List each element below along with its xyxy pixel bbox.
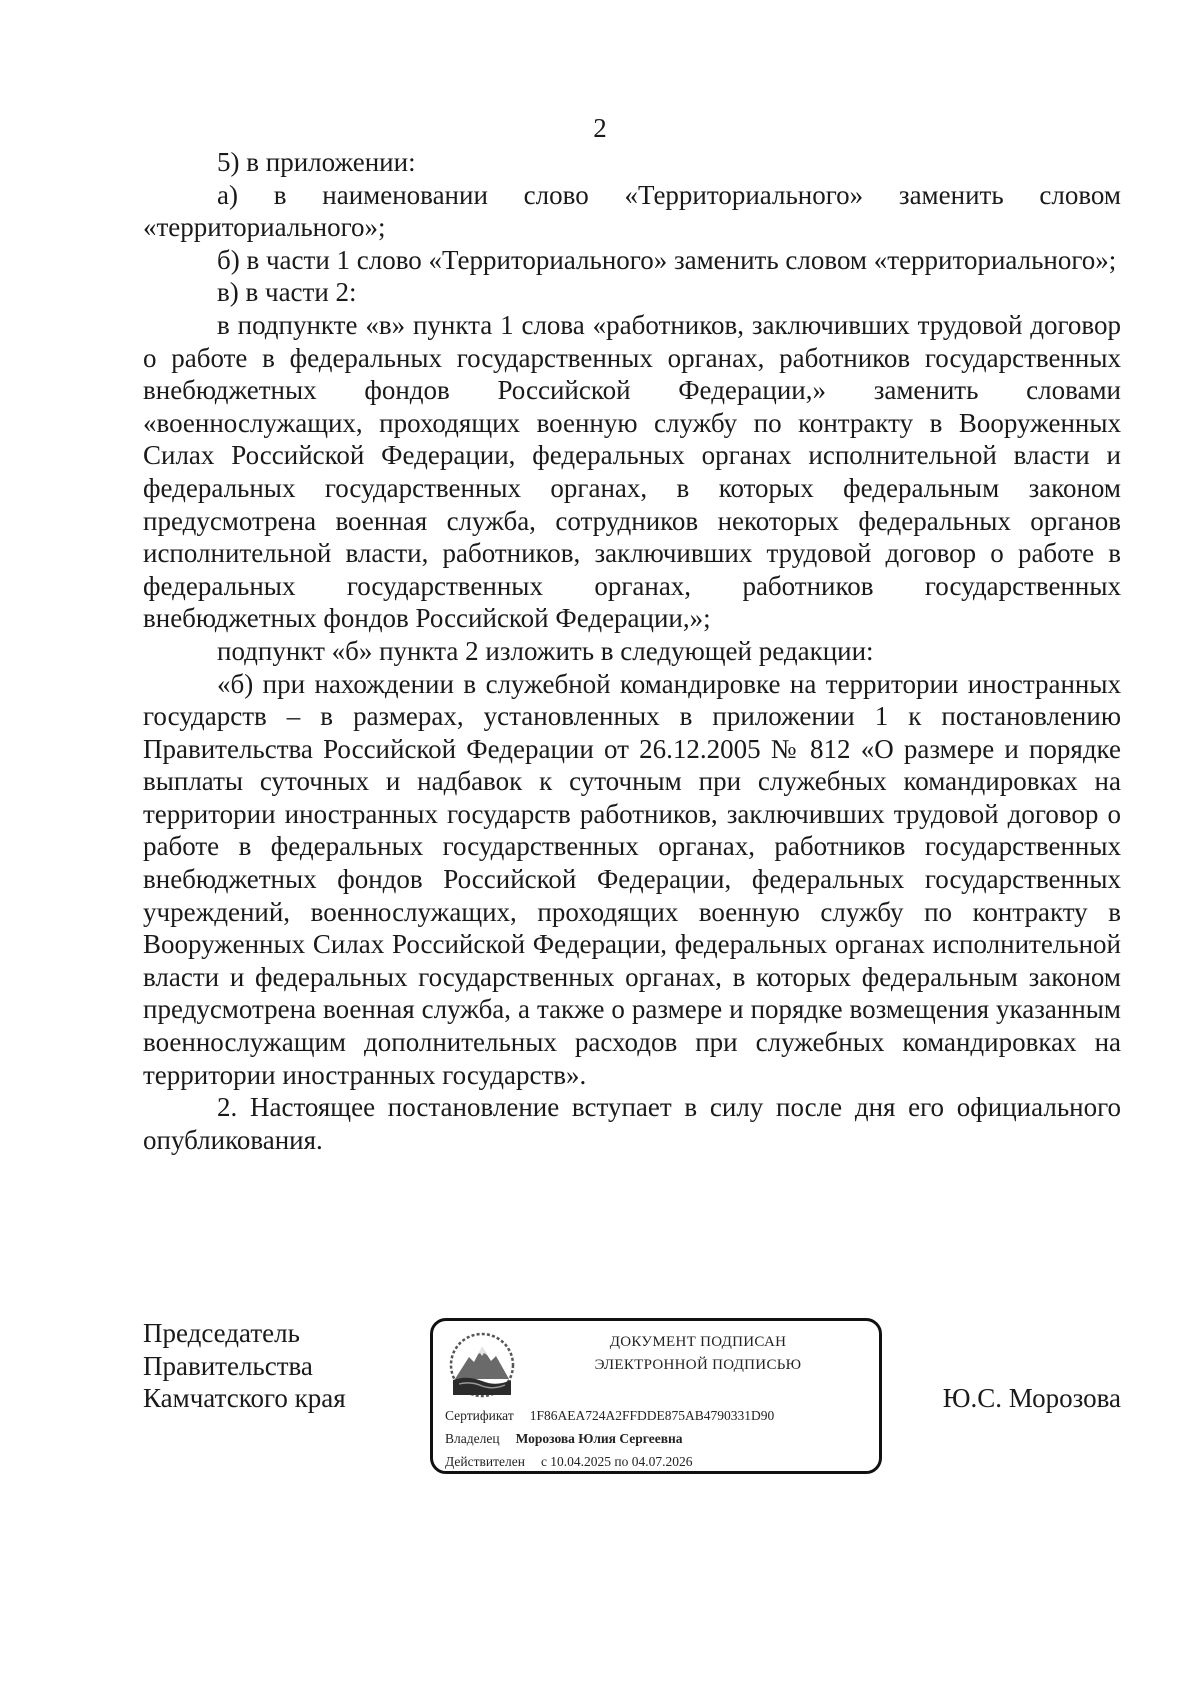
kamchatka-emblem-icon <box>447 1331 517 1401</box>
stamp-heading-line: ДОКУМЕНТ ПОДПИСАН <box>609 1334 787 1350</box>
signer-title-line: Камчатского края <box>143 1383 346 1413</box>
stamp-certificate-row <box>445 1407 774 1425</box>
paragraph-effective-date: 2. Настоящее постановление вступает в силу после дня его официального опубликования. <box>143 1092 1121 1155</box>
stamp-heading <box>533 1331 863 1377</box>
paragraph-subitem-v: в) в части 2: <box>217 277 357 308</box>
stamp-validity-row <box>445 1453 693 1471</box>
paragraph-amendment-2-text: «б) при нахождении в служебной командировке на территории иностранных государств – в размерах, установленных в приложении 1 к постановлению Правительства Российской Федерации от 26.12.2005 № 812 «О размере и порядке выплаты суточных и надбавок к суточным при служебных командировках на территории иностранных государств работников, заключивших трудовой договор о работе в федеральных государственных органах, работников государственных внебюджетных фондов Российской Федерации, федеральных государственных учреждений, военнослужащих, проходящих военную службу по контракту в Вооруженных Силах Российской Федерации, федеральных органах исполнительной власти и федеральных государственных органах, в которых федеральным законом предусмотрена военная служба, а также о размере и порядке возмещения указанным военнослужащим дополнительных расходов при служебных командировках на территории иностранных государств». <box>143 668 1121 1090</box>
owner-value: Морозова Юлия Сергеевна <box>515 1431 683 1446</box>
paragraph-amendment-1: в подпункте «в» пункта 1 слова «работников, заключивших трудовой договор о работе в федеральных государственных органах, работников государственных внебюджетных фондов Российской Федерации,» заменить словами «военнослужащих, проходящих военную службу по контракту в Вооруженных Силах Российской Федерации, федеральных органах исполнительной власти и федеральных государственных органах, в которых федеральным законом предусмотрена военная служба, сотрудников некоторых федеральных органов исполнительной власти, работников, заключивших трудовой договор о работе в федеральных государственных органах, работников государственных внебюджетных фондов Российской Федерации,»; <box>143 309 1121 634</box>
validity-value: с 10.04.2025 по 04.07.2026 <box>540 1454 693 1469</box>
paragraph-item-5-intro: 5) в приложении: <box>217 147 416 177</box>
signer-name: Ю.С. Морозова <box>942 1383 1121 1413</box>
signer-title <box>143 1317 346 1415</box>
stamp-heading-line: ЭЛЕКТРОННОЙ ПОДПИСЬЮ <box>594 1357 802 1373</box>
electronic-signature-stamp <box>430 1318 882 1474</box>
page-number: 2 <box>593 113 607 143</box>
owner-label: Владелец <box>445 1431 500 1446</box>
signer-title-line: Председатель <box>143 1318 300 1348</box>
certificate-value: 1F86AEA724A2FFDDE875AB4790331D90 <box>529 1408 775 1423</box>
paragraph-subitem-b: б) в части 1 слово «Территориального» заменить словом «территориального»; <box>217 244 1117 275</box>
document-body <box>143 146 1121 1156</box>
paragraph-subitem-a: а) в наименовании слово «Территориального» заменить словом «территориального»; <box>143 179 1121 243</box>
validity-label: Действителен <box>445 1454 525 1469</box>
signer-title-line: Правительства <box>143 1350 313 1381</box>
paragraph-amendment-2-intro: подпункт «б» пункта 2 изложить в следующей редакции: <box>217 635 874 666</box>
certificate-label: Сертификат <box>445 1408 514 1423</box>
stamp-owner-row <box>445 1430 683 1448</box>
